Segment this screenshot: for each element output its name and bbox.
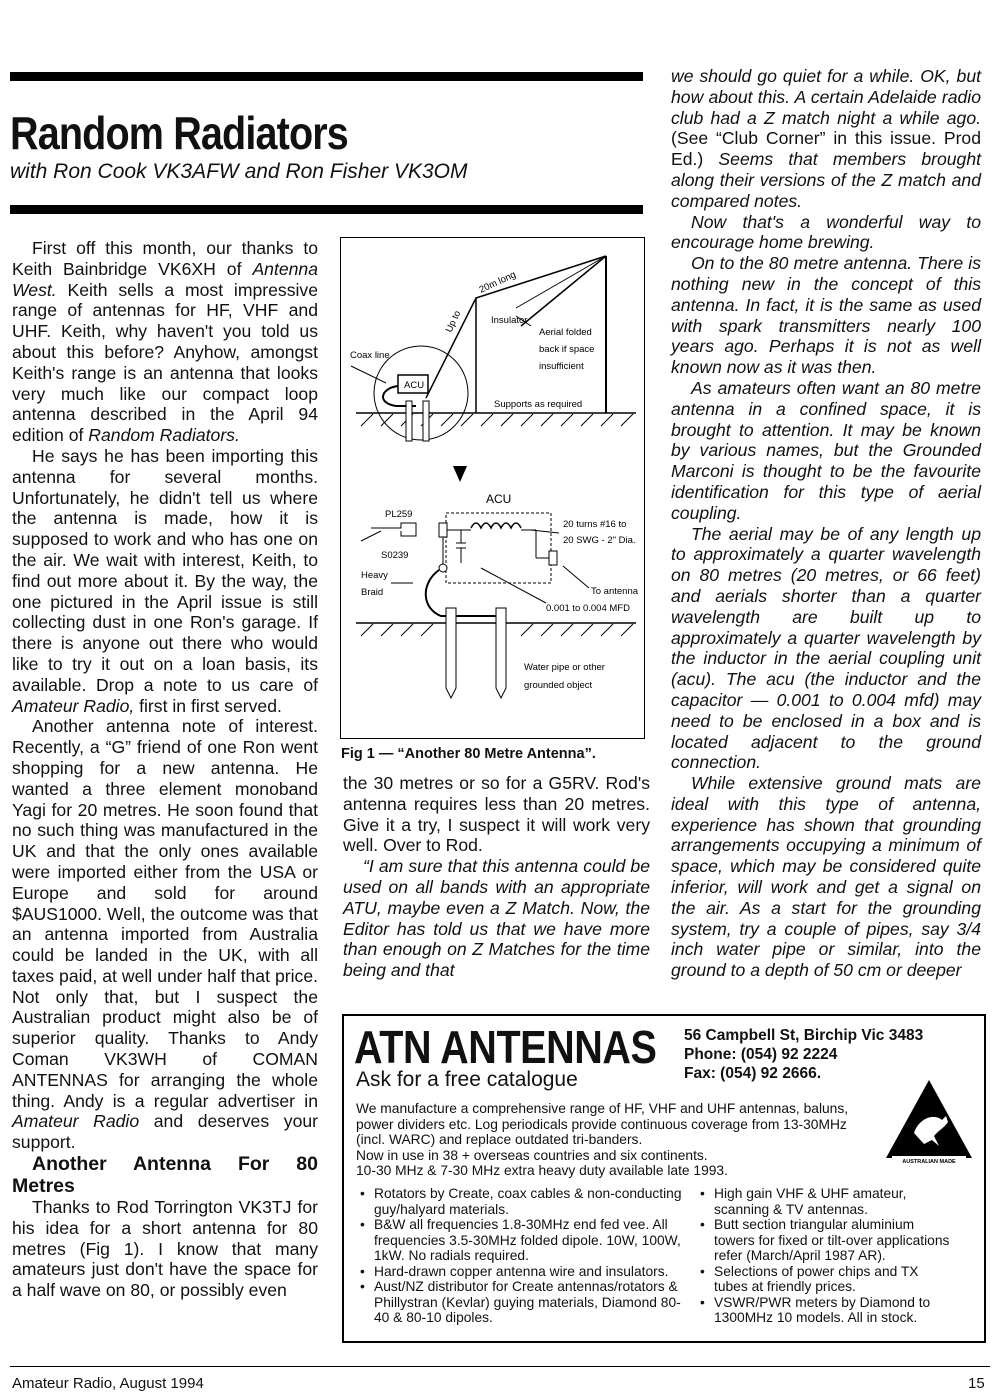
supports-label: Supports as required <box>494 399 583 410</box>
list-item: • VSWR/PWR meters by Diamond to 1300MHz 10 models. All in stock. <box>696 1295 956 1326</box>
figure-1 <box>340 237 645 739</box>
paragraph: Thanks to Rod Torrington VK3TJ for his idea for a short antenna for 80 metres (Fig 1). I know that many amateurs just don't have the space for a half wave on 80, or possibly even <box>12 1197 318 1301</box>
page-number: 15 <box>968 1375 985 1392</box>
mfd-label: 0.001 to 0.004 MFD <box>546 603 630 614</box>
list-item: • Hard-drawn copper antenna wire and insulators. <box>356 1264 696 1280</box>
antenna-diagram <box>341 238 644 738</box>
section-heading: Another Antenna For 80 Metres <box>12 1153 318 1198</box>
braid-label: Braid <box>361 587 384 598</box>
pl259-label: PL259 <box>385 509 413 520</box>
ad-bullets-left <box>356 1186 696 1326</box>
paragraph: On to the 80 metre antenna. There is nothing new in the concept of this antenna. In fact, it is the same as used with spark transmitters nearly 100 years ago. Perhaps it is not as well known now as it was then. <box>671 253 981 378</box>
footer-publication: Amateur Radio, August 1994 <box>12 1375 204 1392</box>
list-item: • Rotators by Create, coax cables & non-conducting guy/halyard materials. <box>356 1186 696 1217</box>
ad-intro: We manufacture a comprehensive range of HF, VHF and UHF antennas, baluns, power dividers etc. Log periodicals provide continuous coverage from 13-30MHz (incl. WARC) and replace outdated tri-banders. Now in use in 38 + overseas countries and six continents. 10-30 MHz & 7-30 MHz extra heavy duty available late 1993. <box>356 1101 849 1178</box>
column-2 <box>343 773 650 981</box>
acu-label: ACU <box>404 380 425 391</box>
aerial-note-2: back if space <box>539 344 595 355</box>
figure-caption: Fig 1 — “Another 80 Metre Antenna”. <box>341 746 596 762</box>
paragraph: Another antenna note of interest. Recently, a “G” friend of one Ron went shopping for a new antenna. He wanted a three element monoband Yagi for 20 metres. He soon found that no such thing was manufactured in the UK and that the only ones available were imported either from the USA or Europe and sold for around $AUS1000. Well, the outcome was that an antenna imported from Australia could be landed in the UK, with all taxes paid, at well under half that price. Not only that, but I suspect the Australian product might also be of superior quality. Thanks to Andy Coman VK3WH of COMAN ANTENNAS for arranging the whole thing. Andy is a regular advertiser in Amateur Radio and deserves your support. <box>12 716 318 1153</box>
paragraph: Now that's a wonderful way to encourage home brewing. <box>671 211 981 253</box>
paragraph: As amateurs often want an 80 metre antenna in a confined space, it is brought to attention. It may be known by various names, but the Grounded Marconi is thought to be the favourite identification for this type of aerial coupling. <box>671 377 981 523</box>
insulator-label: Insulator <box>491 315 528 326</box>
length-label: 20m long <box>477 269 518 296</box>
byline: with Ron Cook VK3AFW and Ron Fisher VK3OM <box>10 160 468 183</box>
water-pipe-label-1: Water pipe or other <box>524 662 605 673</box>
paragraph: First off this month, our thanks to Keith Bainbridge VK6XH of Antenna West. Keith sells a most impressive range of antennas for HF, VHF and UHF. Keith, why haven't you told us about this before? Anyhow, amongst Keith's range is an antenna that looks very much like our compact loop antenna described in the April 94 edition of Random Radiators. <box>12 238 318 446</box>
paragraph: “I am sure that this antenna could be used on all bands with an appropriate ATU, maybe even a Z Match. Now, the Editor has told us that we have more than enough on Z Matches for the time being and that <box>343 856 650 981</box>
list-item: • Butt section triangular aluminium towers for fixed or tilt-over applications refer (March/April 1987 AR). <box>696 1217 956 1264</box>
paragraph: we should go quiet for a while. OK, but how about this. A certain Adelaide radio club had a Z match night a while ago. (See “Club Corner” in this issue. Prod Ed.) Seems that members brought along their versions of the Z match and compared notes. <box>671 66 981 211</box>
list-item: • Aust/NZ distributor for Create antennas/rotators & Phillystran (Kevlar) guying materials, Diamond 80-40 & 80-10 dipoles. <box>356 1279 696 1326</box>
title-bottom-rule <box>10 205 643 214</box>
footer-rule <box>10 1366 990 1367</box>
column-3 <box>671 66 981 981</box>
acu-title: ACU <box>486 492 512 506</box>
ad-catalogue: Ask for a free catalogue <box>356 1068 578 1091</box>
top-rule <box>10 72 643 81</box>
to-antenna-label: To antenna <box>591 586 639 597</box>
ad-bullets-right <box>696 1186 956 1326</box>
water-pipe-label-2: grounded object <box>524 680 593 691</box>
turns-label-1: 20 turns #16 to <box>563 519 627 530</box>
heavy-label: Heavy <box>361 570 388 581</box>
aerial-note-1: Aerial folded <box>539 327 592 338</box>
so239-label: S0239 <box>381 550 409 561</box>
ad-brand: ATN ANTENNAS <box>354 1021 657 1073</box>
paragraph: He says he has been importing this antenna for several months. Unfortunately, he didn't tell us where the antenna is made, how it is supposed to work and who has one on the air. We wait with interest, Keith, to find out more about it. By the way, the one pictured in the April issue is still collecting dust in one Ron's garage. If there is anyone out there who would like to try it out on a loan basis, its available. Drop a note to us care of Amateur Radio, first in first served. <box>12 445 318 716</box>
advertisement <box>342 1014 986 1343</box>
svg-text:AUSTRALIAN MADE: AUSTRALIAN MADE <box>902 1159 956 1165</box>
list-item: • B&W all frequencies 1.8-30MHz end fed vee. All frequencies 3.5-30MHz folded dipole. 10W, 100W, 1kW. No radials required. <box>356 1217 696 1264</box>
coax-label: Coax line <box>350 350 390 361</box>
australian-made-logo <box>884 1078 974 1166</box>
ad-contact: 56 Campbell St, Birchip Vic 3483 Phone: (054) 92 2224 Fax: (054) 92 2666. <box>684 1027 924 1082</box>
column-1 <box>12 238 318 1301</box>
page-title: Random Radiators <box>10 107 348 159</box>
upto-label: Up to <box>443 309 464 335</box>
turns-label-2: 20 SWG - 2" Dia. <box>563 535 636 546</box>
paragraph: The aerial may be of any length up to approximately a quarter wavelength on 80 metres (20 metres, or 66 feet) and aerials shorter than a quarter wavelength are built up to approximately a quarter wavelength by the inductor in the aerial coupling unit (acu). The acu (the inductor and the capacitor — 0.001 to 0.004 mfd) may need to be enclosed in a box and is located adjacent to the ground connection. <box>671 523 981 773</box>
paragraph: While extensive ground mats are ideal with this type of antenna, experience has shown that grounding arrangements occupying a minimum of space, which may be considered quite inferior, will work and get a signal on the air. As a start for the grounding system, try a couple of pipes, say 3/4 inch water pipe or similar, into the ground to a depth of 50 cm or deeper <box>671 773 981 981</box>
paragraph: the 30 metres or so for a G5RV. Rod's antenna requires less than 20 metres. Give it a try, I suspect it will work very well. Over to Rod. <box>343 773 650 856</box>
list-item: • High gain VHF & UHF amateur, scanning & TV antennas. <box>696 1186 956 1217</box>
aerial-note-3: insufficient <box>539 361 584 372</box>
list-item: • Selections of power chips and TX tubes at friendly prices. <box>696 1264 956 1295</box>
